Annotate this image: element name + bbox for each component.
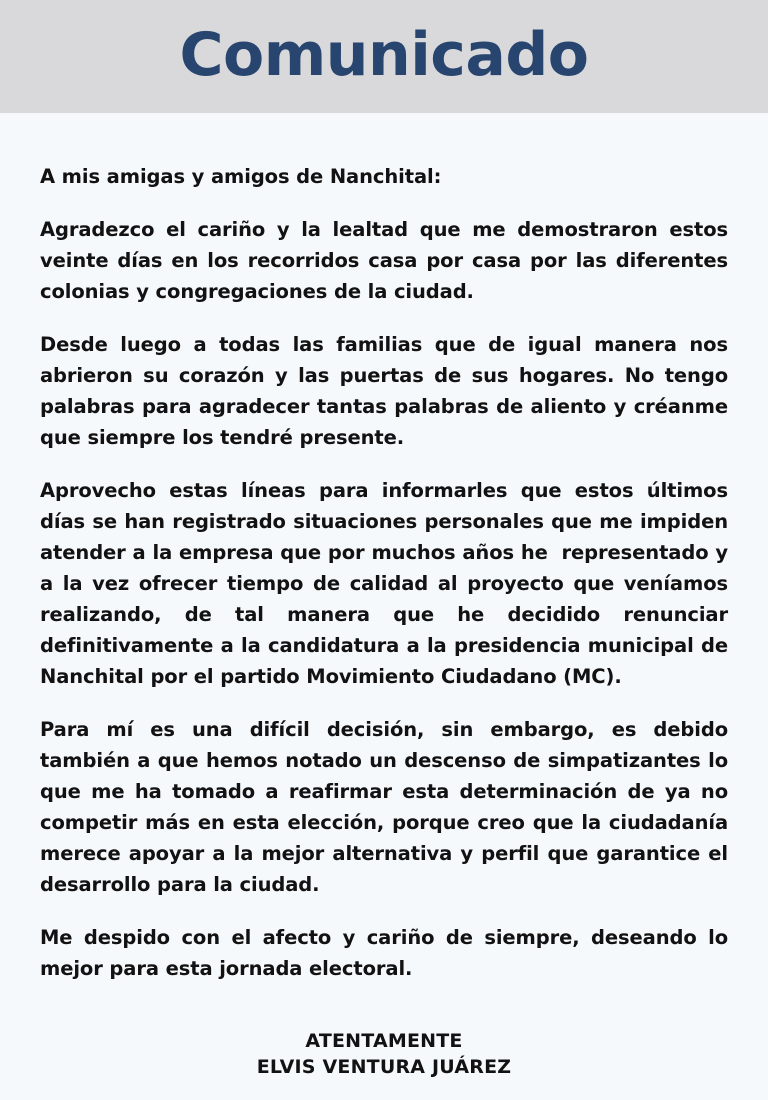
paragraph-2: Desde luego a todas las familias que de igual manera nos abrieron su corazón y las puertas de sus hogares. No tengo palabras para agradecer tantas palabras de aliento y créanme que siempre los tendré presente. [40, 333, 735, 449]
header-band [0, 0, 768, 113]
salutation: A mis amigas y amigos de Nanchital: [40, 165, 442, 188]
signature-name: ELVIS VENTURA JUÁREZ [256, 1056, 512, 1078]
paragraph-5: Me despido con el afecto y cariño de siempre, deseando lo mejor para esta jornada electoral. [40, 926, 735, 980]
paragraph-3: Aprovecho estas líneas para informarles que estos últimos días se han registrado situaciones personales que me impiden atender a la empresa que por muchos años he representado y a la vez ofrecer tiempo de calidad al proyecto que veníamos realizando, de tal manera que he decidido renunciar definitivamente a la candidatura a la presidencia municipal de Nanchital por el partido Movimiento Ciudadano (MC). [40, 479, 735, 688]
signature-closing: ATENTAMENTE [305, 1030, 463, 1052]
signature-block [40, 1028, 728, 1100]
paragraph-1: Agradezco el cariño y la lealtad que me demostraron estos veinte días en los recorridos casa por casa por las diferentes colonias y congregaciones de la ciudad. [40, 218, 735, 303]
letter-body [40, 161, 735, 984]
paragraph-4: Para mí es una difícil decisión, sin embargo, es debido también a que hemos notado un descenso de simpatizantes lo que me ha tomado a reafirmar esta determinación de ya no competir más en esta elección, porque creo que la ciudadanía merece apoyar a la mejor alternativa y perfil que garantice el desarrollo para la ciudad. [40, 718, 735, 896]
letter-body-area [0, 113, 768, 1100]
page-title: Comunicado [179, 19, 589, 90]
